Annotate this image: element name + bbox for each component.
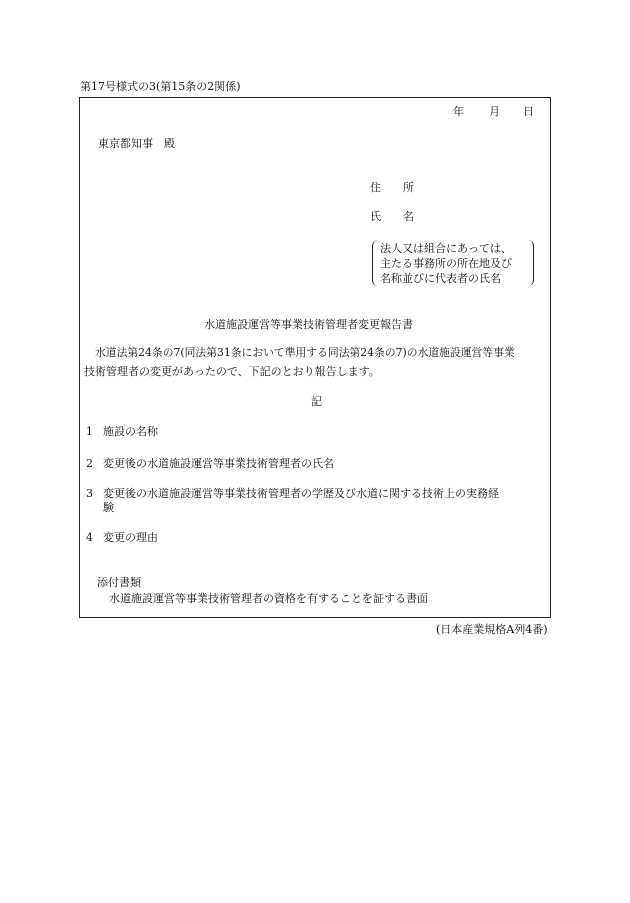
body-line-1: 水道法第24条の7(同法第31条において準用する同法第24条の7)の水道施設運営等事業 — [95, 346, 515, 359]
item-number: 2 — [86, 457, 93, 470]
corporate-note-line: 法人又は組合にあっては、 — [380, 242, 512, 255]
date-month: 月 — [489, 105, 500, 118]
corporate-note — [380, 241, 512, 286]
attachments-text: 水道施設運営等事業技術管理者の資格を有することを証する書面 — [109, 592, 428, 605]
date-year: 年 — [453, 105, 464, 118]
address-label: 住 所 — [370, 181, 414, 194]
paper-size-note: (日本産業規格A列4番) — [436, 623, 548, 636]
item-text: 施設の名称 — [103, 425, 158, 438]
ki-heading: 記 — [311, 395, 322, 408]
item-text: 変更の理由 — [103, 531, 158, 544]
attachments-label: 添付書類 — [97, 576, 141, 589]
item-number: 4 — [86, 531, 93, 544]
form-number: 第17号様式の3(第15条の2関係) — [80, 80, 241, 93]
corporate-note-line: 主たる事務所の所在地及び — [380, 257, 512, 270]
document-title: 水道施設運営等事業技術管理者変更報告書 — [204, 318, 413, 331]
item-number: 1 — [86, 425, 93, 438]
item-text: 変更後の水道施設運営等事業技術管理者の学歴及び水道に関する技術上の実務経 — [103, 487, 499, 500]
corporate-note-bracket — [372, 240, 534, 286]
item-text-continued: 験 — [103, 501, 114, 514]
item-text: 変更後の水道施設運営等事業技術管理者の氏名 — [103, 457, 334, 470]
name-label: 氏 名 — [370, 210, 414, 223]
addressee: 東京都知事 殿 — [98, 137, 175, 150]
corporate-note-line: 名称並びに代表者の氏名 — [380, 272, 501, 285]
date-day: 日 — [523, 105, 534, 118]
body-line-2: 技術管理者の変更があったので、下記のとおり報告します。 — [84, 365, 380, 378]
item-number: 3 — [86, 487, 93, 500]
